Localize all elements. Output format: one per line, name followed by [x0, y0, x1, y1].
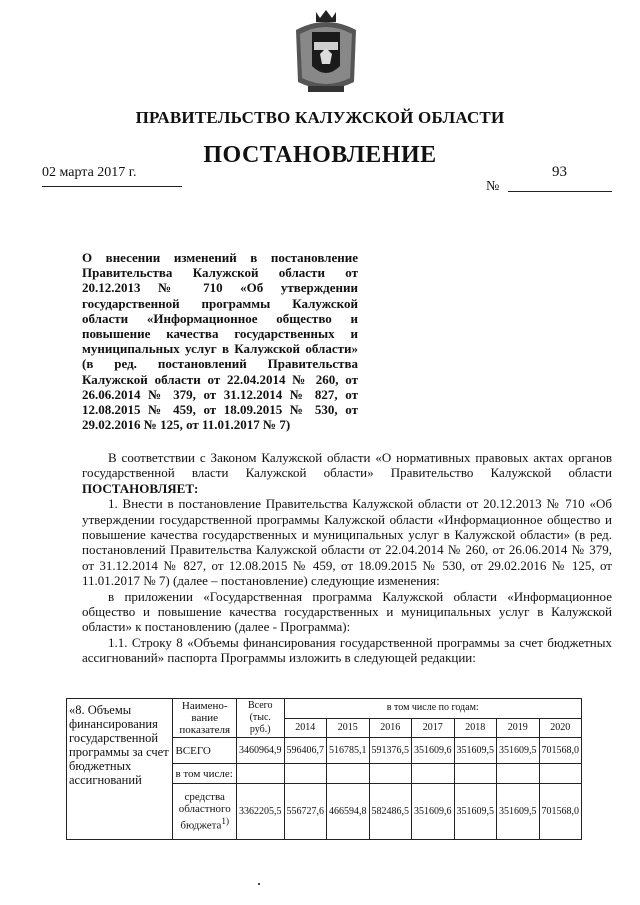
table-value-cell: 516785,1: [327, 738, 370, 764]
table-goal-label: «8. Объемы финансирования государственной программы за счет бюджетных ассигнований: [67, 699, 173, 840]
table-value-cell: [369, 764, 412, 784]
body-paragraph-2: 1. Внести в постановление Правительства Калужской области от 20.12.2013 № 710 «Об утверждении государственной программы Калужской области «Информационное общество и повышение качества государственных и муниципальных услуг в Калужской области» (в ред. постановлений Правительства Калужской области от 22.04.2014 № 260, от 26.06.2014 № 379, от 31.12.2014 № 827, от 12.08.2015 № 459, от 18.09.2015 № 530, от 29.02.2016 № 125, от 11.01.2017 № 7) (далее – постановление) следующие изменения:: [82, 496, 612, 589]
table-value-cell: 351609,5: [454, 738, 497, 764]
table-value-cell: 556727,6: [284, 784, 327, 840]
table-value-cell: 582486,5: [369, 784, 412, 840]
table-year-cell: 2020: [539, 718, 582, 738]
table-value-cell: 591376,5: [369, 738, 412, 764]
table-value-cell: 701568,0: [539, 738, 582, 764]
table-value-cell: [539, 764, 582, 784]
body-paragraph-3: в приложении «Государственная программа Калужской области «Информационное общество и повышение качества государственных и муниципальных услуг в Калужской области» к постановлению (далее - Программа):: [82, 588, 612, 635]
table-year-cell: 2018: [454, 718, 497, 738]
table-year-cell: 2014: [284, 718, 327, 738]
table-value-cell: 701568,0: [539, 784, 582, 840]
table-value-cell: [497, 764, 540, 784]
body-paragraph-1: В соответствии с Законом Калужской области «О нормативных правовых актах органов государственной власти Калужской области» Правительство Калужской области ПОСТАНОВЛЯЕТ:: [82, 450, 612, 496]
table-year-cell: 2019: [497, 718, 540, 738]
date-underline: [42, 186, 182, 187]
table-value-cell: 351609,6: [412, 784, 455, 840]
table-value-cell: 596406,7: [284, 738, 327, 764]
table-header-row: [67, 699, 582, 719]
table-row-name: средства областного бюджета$^{1)}$: [173, 784, 237, 840]
government-title: ПРАВИТЕЛЬСТВО КАЛУЖСКОЙ ОБЛАСТИ: [135, 108, 505, 127]
table-value-cell: 351609,5: [497, 784, 540, 840]
table-value-cell: [412, 764, 455, 784]
table-years-header: в том числе по годам:: [284, 699, 582, 719]
table-name-header: Наимено-вание показателя: [173, 699, 237, 738]
table-row-total: 3362205,5: [236, 784, 284, 840]
decree-title: ПОСТАНОВЛЕНИЕ: [203, 142, 437, 168]
table-value-cell: 351609,6: [412, 738, 455, 764]
body-paragraph-4: 1.1. Строку 8 «Объемы финансирования государственной программы за счет бюджетных ассигнований» паспорта Программы изложить в следующей редакции:: [82, 634, 612, 666]
table-row-name: в том числе:: [173, 764, 237, 784]
table-year-cell: 2016: [369, 718, 412, 738]
footnote-mark: 1): [221, 816, 230, 827]
table-value-cell: 351609,5: [454, 784, 497, 840]
table-year-cell: 2015: [327, 718, 370, 738]
number-sign: №: [486, 179, 500, 194]
table-row-name: ВСЕГО: [173, 738, 237, 764]
funding-table: [66, 698, 582, 840]
decree-number: 93: [552, 164, 567, 180]
table-value-cell: [454, 764, 497, 784]
table-value-cell: 466594,8: [327, 784, 370, 840]
decree-body: [82, 450, 612, 666]
decree-date: 02 марта 2017 г.: [42, 165, 137, 180]
table-year-cell: 2017: [412, 718, 455, 738]
table-value-cell: [284, 764, 327, 784]
table-value-cell: 351609,5: [497, 738, 540, 764]
coat-of-arms-emblem: [290, 6, 362, 96]
number-underline: [508, 191, 612, 192]
table-row-total: [236, 764, 284, 784]
table-total-header: Всего (тыс. руб.): [236, 699, 284, 738]
table-row-total: 3460964,9: [236, 738, 284, 764]
resolves-keyword: ПОСТАНОВЛЯЕТ:: [82, 480, 199, 496]
decree-subject: О внесении изменений в постановление Правительства Калужской области от 20.12.2013 № 710 «Об утверждении государственной программы Калужской области «Информационное общество и повышение качества государственных и муниципальных услуг в Калужской области» (в ред. постановлений Правительства Калужской области от 22.04.2014 № 260, от 26.06.2014 № 379, от 31.12.2014 № 827, от 12.08.2015 № 459, от 18.09.2015 № 530, от 29.02.2016 № 125, от 11.01.2017 № 7): [82, 250, 358, 433]
scan-speck: [258, 883, 260, 885]
table-value-cell: [327, 764, 370, 784]
